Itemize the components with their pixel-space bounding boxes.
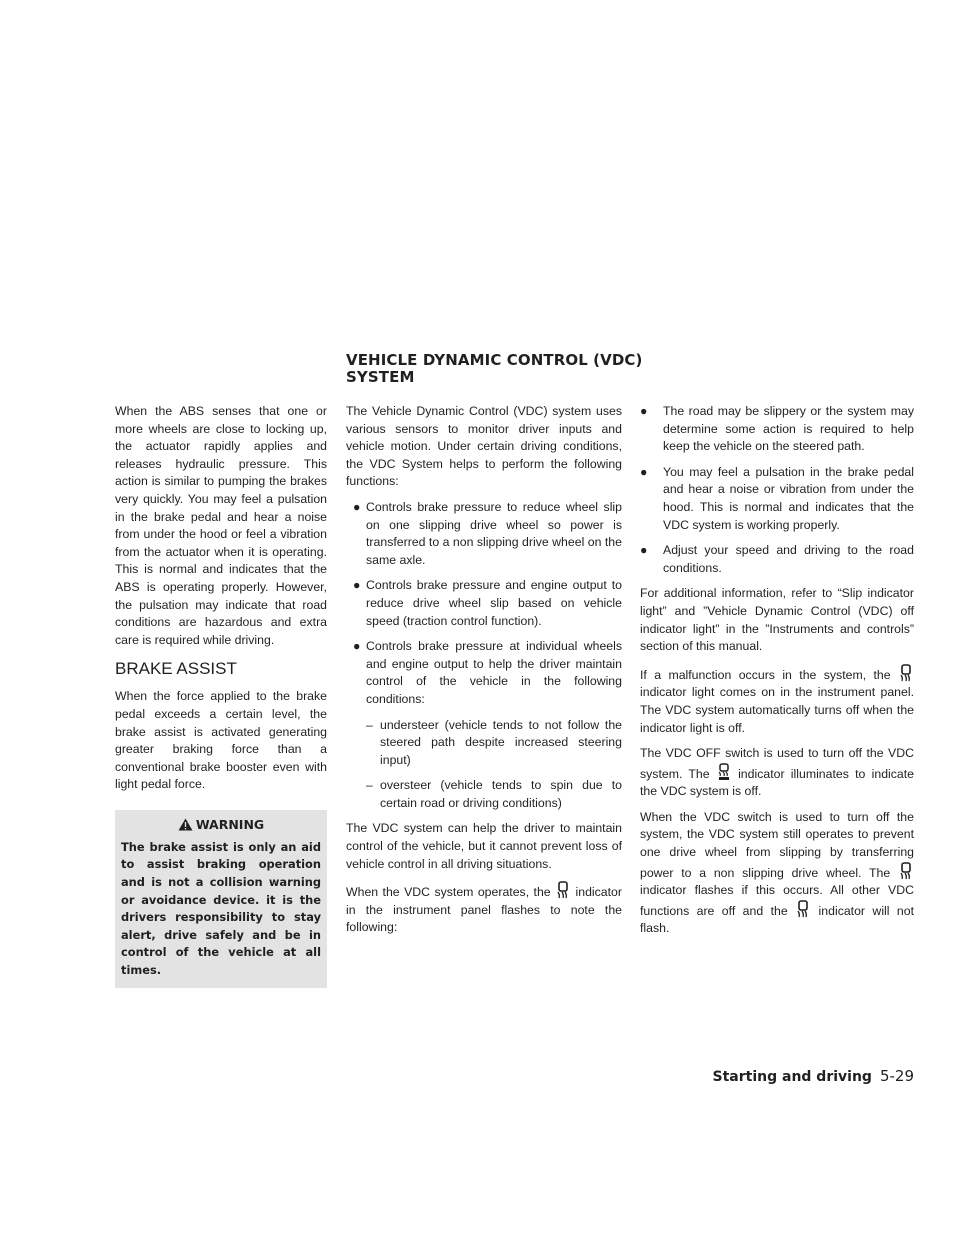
warning-text: The brake assist is only an aid to assist braking operation and is not a collision warning or avoidance device. it is the drivers responsibility to stay alert, drive safely and be in control of the vehicle at all times. <box>121 839 321 978</box>
paragraph-text: indicator illuminates to indicate the VDC system is off. <box>640 766 915 799</box>
warning-box <box>115 810 327 988</box>
list-item-text: Adjust your speed and driving to the road conditions. <box>663 543 914 575</box>
bullet-mark: ● <box>640 543 648 558</box>
vdc-section-heading: VEHICLE DYNAMIC CONTROL (VDC) SYSTEM <box>346 351 643 386</box>
vdc-still-operates-paragraph <box>640 809 914 938</box>
paragraph-text: The VDC OFF switch is used to turn off the VDC system. The <box>640 746 914 781</box>
paragraph-text: indicator will not flash. <box>640 903 915 936</box>
vdc-off-paragraph <box>640 745 914 801</box>
paragraph-text: If a malfunction occurs in the system, the <box>640 667 891 682</box>
sub-list-item-text: understeer (vehicle tends to not follow the steered path despite increased steering input) <box>380 717 622 767</box>
paragraph-text: indicator light comes on in the instrument panel. The VDC system automatically turns off when the indicator light is off. <box>640 685 914 735</box>
list-item <box>640 403 914 456</box>
bullet-mark: ● <box>640 404 648 418</box>
list-item-text: Controls brake pressure to reduce wheel slip on one slipping drive wheel so power is transferred to a non slipping drive wheel on the same axle. <box>366 499 622 567</box>
warning-title-label: WARNING <box>195 816 265 832</box>
paragraph-text: indicator flashes if this occurs. All other VDC functions are off and the <box>640 883 914 918</box>
list-item-text: Controls brake pressure at individual wheels and engine output to help the driver maintain control of the vehicle in the following conditions: <box>366 639 622 706</box>
brake-assist-paragraph: When the force applied to the brake pedal exceeds a certain level, the brake assist is activated generating greater braking force than a conventional brake booster even with light pedal force. <box>115 689 327 792</box>
page-number: 5-29 <box>879 1067 914 1085</box>
reference-paragraph: For additional information, refer to “Slip indicator light” and ”Vehicle Dynamic Control (VDC) off indicator light” in the ”Instruments and controls” section of this manual. <box>640 586 914 654</box>
page-footer <box>713 1067 914 1085</box>
vdc-help-paragraph: The VDC system can help the driver to maintain control of the vehicle, but it cannot prevent loss of vehicle control in all driving situations. <box>346 821 622 871</box>
warning-triangle-icon <box>178 818 193 831</box>
slip-indicator-icon <box>797 900 809 918</box>
slip-indicator-icon <box>900 862 912 880</box>
list-item <box>346 499 622 569</box>
footer-section-title: Starting and driving <box>712 1069 872 1085</box>
paragraph-text: indicator in the instrument panel flashes to note the following: <box>346 885 622 935</box>
sub-list-item <box>346 717 622 770</box>
list-item-text: Controls brake pressure and engine output to reduce drive wheel slip based on vehicle speed (traction control function). <box>366 578 622 628</box>
list-item-text: You may feel a pulsation in the brake pedal and hear a noise or vibration from under the hood. This is normal and indicates that the VDC system is working properly. <box>663 464 914 532</box>
vdc-intro-paragraph: The Vehicle Dynamic Control (VDC) system uses various sensors to monitor driver inputs and vehicle motion. Under certain driving conditions, the VDC System helps to perform the following functions: <box>346 404 622 489</box>
middle-column <box>346 403 622 945</box>
paragraph-text: When the VDC system operates, the <box>346 885 551 900</box>
list-item <box>346 638 622 708</box>
list-item <box>640 464 914 534</box>
bullet-mark: ● <box>640 464 648 479</box>
sub-list-item-text: oversteer (vehicle tends to spin due to certain road or driving conditions) <box>380 778 622 810</box>
brake-assist-heading: BRAKE ASSIST <box>115 659 237 679</box>
slip-indicator-icon <box>900 664 912 682</box>
warning-title <box>121 817 321 833</box>
sub-list-item <box>346 777 622 812</box>
bullet-mark: ● <box>353 639 361 654</box>
left-column <box>115 403 327 988</box>
right-column <box>640 403 914 946</box>
malfunction-paragraph <box>640 664 914 737</box>
abs-paragraph: When the ABS senses that one or more wheels are close to locking up, the actuator rapidly applies and releases hydraulic pressure. This action is similar to pumping the brakes very quickly. You may feel a pulsation in the brake pedal and hear a noise from under the hood or feel a vibration from the actuator when it is operating. This is normal and indicates that the ABS is operating properly. However, the pulsation may indicate that road conditions are hazardous and extra care is required while driving. <box>115 404 327 647</box>
bullet-mark: ● <box>353 578 361 593</box>
list-item <box>640 542 914 577</box>
paragraph-text: When the VDC switch is used to turn off the system, the VDC system still operates to prevent one drive wheel from slipping by transferring power to a non slipping drive wheel. The <box>640 809 914 880</box>
list-item <box>346 577 622 630</box>
bullet-mark: ● <box>353 499 361 514</box>
list-item-text: The road may be slippery or the system may determine some action is required to help keep the vehicle on the steered path. <box>663 404 914 454</box>
vdc-off-indicator-icon <box>718 763 730 781</box>
dash-mark: – <box>366 778 373 793</box>
slip-indicator-icon <box>557 881 569 899</box>
vdc-operates-paragraph <box>346 881 622 937</box>
dash-mark: – <box>366 717 373 732</box>
